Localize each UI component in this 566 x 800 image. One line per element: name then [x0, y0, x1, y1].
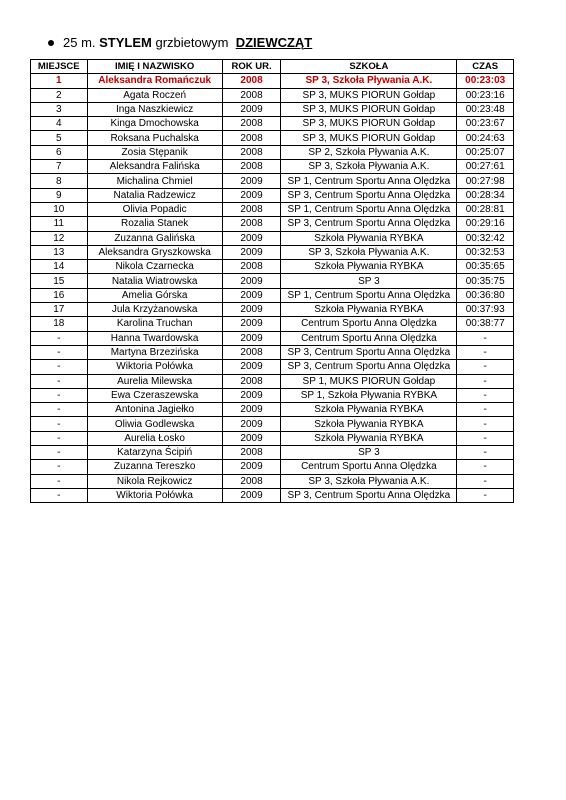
cell-place: 15 — [31, 274, 88, 288]
cell-place: - — [31, 388, 88, 402]
cell-year: 2008 — [222, 202, 281, 216]
cell-place: 10 — [31, 202, 88, 216]
header-year: ROK UR. — [222, 60, 281, 74]
cell-time: 00:28:34 — [457, 188, 514, 202]
table-row — [31, 274, 514, 288]
cell-school: SP 1, MUKS PIORUN Gołdap — [281, 374, 457, 388]
cell-time: 00:28:81 — [457, 202, 514, 216]
cell-place: 16 — [31, 288, 88, 302]
cell-time: - — [457, 345, 514, 359]
table-row — [31, 117, 514, 131]
cell-year: 2009 — [222, 360, 281, 374]
cell-school: SP 1, Centrum Sportu Anna Olędzka — [281, 288, 457, 302]
table-row — [31, 317, 514, 331]
cell-name: Natalia Radzewicz — [87, 188, 222, 202]
cell-place: 17 — [31, 303, 88, 317]
cell-year: 2008 — [222, 74, 281, 88]
cell-place: 12 — [31, 231, 88, 245]
cell-name: Aleksandra Romańczuk — [87, 74, 222, 88]
cell-name: Michalina Chmiel — [87, 174, 222, 188]
cell-year: 2009 — [222, 431, 281, 445]
cell-name: Olivia Popadic — [87, 202, 222, 216]
cell-year: 2009 — [222, 303, 281, 317]
cell-time: - — [457, 474, 514, 488]
cell-place: - — [31, 360, 88, 374]
cell-time: - — [457, 417, 514, 431]
cell-name: Aurelia Łosko — [87, 431, 222, 445]
bullet-icon — [48, 40, 54, 46]
cell-school: SP 3, Centrum Sportu Anna Olędzka — [281, 488, 457, 502]
cell-place: 3 — [31, 102, 88, 116]
cell-place: - — [31, 417, 88, 431]
cell-name: Zosia Stępanik — [87, 145, 222, 159]
cell-school: Centrum Sportu Anna Olędzka — [281, 317, 457, 331]
cell-place: 2 — [31, 88, 88, 102]
cell-school: SP 3 — [281, 274, 457, 288]
table-row — [31, 260, 514, 274]
table-row — [31, 88, 514, 102]
cell-school: SP 3, Centrum Sportu Anna Olędzka — [281, 217, 457, 231]
cell-school: SP 3 — [281, 446, 457, 460]
cell-time: 00:23:48 — [457, 102, 514, 116]
cell-school: Szkoła Pływania RYBKA — [281, 231, 457, 245]
cell-year: 2008 — [222, 88, 281, 102]
cell-place: - — [31, 474, 88, 488]
cell-time: 00:29:16 — [457, 217, 514, 231]
table-row — [31, 374, 514, 388]
table-row — [31, 174, 514, 188]
cell-time: 00:37:93 — [457, 303, 514, 317]
header-place: MIEJSCE — [31, 60, 88, 74]
cell-year: 2009 — [222, 174, 281, 188]
table-row — [31, 360, 514, 374]
heading-stroke: grzbietowym — [155, 35, 229, 50]
cell-year: 2008 — [222, 345, 281, 359]
table-row — [31, 331, 514, 345]
cell-name: Wiktoria Połówka — [87, 488, 222, 502]
cell-year: 2008 — [222, 374, 281, 388]
cell-name: Roksana Puchalska — [87, 131, 222, 145]
cell-year: 2009 — [222, 231, 281, 245]
cell-year: 2009 — [222, 488, 281, 502]
cell-year: 2008 — [222, 131, 281, 145]
cell-name: Jula Krzyżanowska — [87, 303, 222, 317]
table-row — [31, 388, 514, 402]
cell-name: Agata Roczeń — [87, 88, 222, 102]
header-time: CZAS — [457, 60, 514, 74]
cell-year: 2008 — [222, 474, 281, 488]
cell-time: 00:38:77 — [457, 317, 514, 331]
cell-time: - — [457, 460, 514, 474]
cell-time: 00:35:65 — [457, 260, 514, 274]
cell-time: 00:24:63 — [457, 131, 514, 145]
cell-school: SP 2, Szkoła Pływania A.K. — [281, 145, 457, 159]
table-row — [31, 202, 514, 216]
table-row — [31, 488, 514, 502]
cell-school: SP 3, Szkoła Pływania A.K. — [281, 474, 457, 488]
cell-place: - — [31, 331, 88, 345]
cell-time: - — [457, 488, 514, 502]
cell-school: SP 3, MUKS PIORUN Gołdap — [281, 117, 457, 131]
cell-name: Katarzyna Ścipiń — [87, 446, 222, 460]
cell-place: 8 — [31, 174, 88, 188]
cell-school: SP 3, MUKS PIORUN Gołdap — [281, 131, 457, 145]
cell-name: Ewa Czeraszewska — [87, 388, 222, 402]
cell-place: - — [31, 446, 88, 460]
cell-year: 2009 — [222, 102, 281, 116]
cell-time: 00:25:07 — [457, 145, 514, 159]
cell-time: - — [457, 403, 514, 417]
cell-time: 00:36:80 — [457, 288, 514, 302]
cell-year: 2008 — [222, 145, 281, 159]
cell-place: 7 — [31, 160, 88, 174]
cell-school: Szkoła Pływania RYBKA — [281, 417, 457, 431]
cell-place: - — [31, 345, 88, 359]
cell-year: 2008 — [222, 260, 281, 274]
cell-time: 00:23:03 — [457, 74, 514, 88]
table-row — [31, 474, 514, 488]
cell-school: SP 3, MUKS PIORUN Gołdap — [281, 102, 457, 116]
cell-place: - — [31, 403, 88, 417]
heading-distance: 25 m. — [63, 35, 96, 50]
section-heading — [48, 35, 312, 50]
table-row — [31, 217, 514, 231]
cell-time: 00:23:67 — [457, 117, 514, 131]
cell-school: SP 1, Centrum Sportu Anna Olędzka — [281, 174, 457, 188]
cell-time: 00:27:98 — [457, 174, 514, 188]
cell-time: - — [457, 374, 514, 388]
cell-school: SP 1, Centrum Sportu Anna Olędzka — [281, 202, 457, 216]
cell-name: Natalia Wiatrowska — [87, 274, 222, 288]
cell-place: 18 — [31, 317, 88, 331]
cell-place: 1 — [31, 74, 88, 88]
cell-time: - — [457, 388, 514, 402]
cell-name: Nikola Rejkowicz — [87, 474, 222, 488]
cell-time: - — [457, 360, 514, 374]
cell-school: SP 3, Centrum Sportu Anna Olędzka — [281, 360, 457, 374]
cell-place: 14 — [31, 260, 88, 274]
header-name: IMIĘ I NAZWISKO — [87, 60, 222, 74]
cell-year: 2009 — [222, 317, 281, 331]
cell-time: - — [457, 431, 514, 445]
cell-name: Inga Naszkiewicz — [87, 102, 222, 116]
table-row — [31, 431, 514, 445]
cell-name: Hanna Twardowska — [87, 331, 222, 345]
cell-year: 2009 — [222, 417, 281, 431]
cell-school: Szkoła Pływania RYBKA — [281, 431, 457, 445]
cell-year: 2009 — [222, 288, 281, 302]
cell-place: - — [31, 460, 88, 474]
results-table — [30, 59, 514, 503]
heading-text — [63, 35, 312, 50]
table-row — [31, 403, 514, 417]
cell-school: Centrum Sportu Anna Olędzka — [281, 460, 457, 474]
table-row — [31, 245, 514, 259]
cell-year: 2008 — [222, 446, 281, 460]
cell-year: 2009 — [222, 245, 281, 259]
header-school: SZKOŁA — [281, 60, 457, 74]
cell-name: Antonina Jagiełko — [87, 403, 222, 417]
cell-place: - — [31, 488, 88, 502]
table-row — [31, 231, 514, 245]
cell-place: 13 — [31, 245, 88, 259]
table-row — [31, 131, 514, 145]
cell-school: SP 3, Centrum Sportu Anna Olędzka — [281, 345, 457, 359]
cell-place: 11 — [31, 217, 88, 231]
cell-place: - — [31, 374, 88, 388]
cell-time: - — [457, 446, 514, 460]
cell-time: 00:35:75 — [457, 274, 514, 288]
cell-school: SP 3, Szkoła Pływania A.K. — [281, 245, 457, 259]
cell-place: 4 — [31, 117, 88, 131]
table-row — [31, 303, 514, 317]
cell-school: SP 3, MUKS PIORUN Gołdap — [281, 88, 457, 102]
cell-time: 00:23:16 — [457, 88, 514, 102]
cell-name: Aleksandra Falińska — [87, 160, 222, 174]
cell-school: SP 3, Szkoła Pływania A.K. — [281, 160, 457, 174]
cell-place: - — [31, 431, 88, 445]
cell-name: Aurelia Milewska — [87, 374, 222, 388]
heading-category: DZIEWCZĄT — [235, 35, 313, 50]
table-row — [31, 145, 514, 159]
cell-name: Rozalia Stanek — [87, 217, 222, 231]
cell-name: Amelia Górska — [87, 288, 222, 302]
table-row — [31, 417, 514, 431]
cell-school: Centrum Sportu Anna Olędzka — [281, 331, 457, 345]
cell-year: 2009 — [222, 331, 281, 345]
cell-time: - — [457, 331, 514, 345]
cell-name: Martyna Brzezińska — [87, 345, 222, 359]
heading-style: STYLEM — [99, 35, 152, 50]
table-row — [31, 102, 514, 116]
cell-school: Szkoła Pływania RYBKA — [281, 403, 457, 417]
cell-year: 2008 — [222, 160, 281, 174]
cell-time: 00:32:53 — [457, 245, 514, 259]
table-row — [31, 460, 514, 474]
cell-school: SP 3, Centrum Sportu Anna Olędzka — [281, 188, 457, 202]
cell-year: 2009 — [222, 188, 281, 202]
table-row — [31, 188, 514, 202]
cell-name: Nikola Czarnecka — [87, 260, 222, 274]
cell-name: Zuzanna Tereszko — [87, 460, 222, 474]
cell-name: Kinga Dmochowska — [87, 117, 222, 131]
cell-school: Szkoła Pływania RYBKA — [281, 260, 457, 274]
cell-name: Aleksandra Gryszkowska — [87, 245, 222, 259]
cell-place: 6 — [31, 145, 88, 159]
table-row — [31, 446, 514, 460]
cell-year: 2008 — [222, 217, 281, 231]
cell-school: SP 1, Szkoła Pływania RYBKA — [281, 388, 457, 402]
cell-year: 2009 — [222, 460, 281, 474]
cell-name: Wiktoria Połówka — [87, 360, 222, 374]
cell-place: 9 — [31, 188, 88, 202]
cell-school: SP 3, Szkoła Pływania A.K. — [281, 74, 457, 88]
cell-name: Oliwia Godlewska — [87, 417, 222, 431]
table-header-row — [31, 60, 514, 74]
table-row — [31, 74, 514, 88]
table-row — [31, 160, 514, 174]
results-body — [31, 74, 514, 503]
cell-time: 00:27:61 — [457, 160, 514, 174]
cell-year: 2009 — [222, 274, 281, 288]
table-row — [31, 288, 514, 302]
cell-year: 2008 — [222, 117, 281, 131]
table-row — [31, 345, 514, 359]
cell-time: 00:32:42 — [457, 231, 514, 245]
cell-year: 2009 — [222, 403, 281, 417]
cell-name: Karolina Truchan — [87, 317, 222, 331]
cell-year: 2009 — [222, 388, 281, 402]
cell-school: Szkoła Pływania RYBKA — [281, 303, 457, 317]
cell-name: Zuzanna Galińska — [87, 231, 222, 245]
cell-place: 5 — [31, 131, 88, 145]
